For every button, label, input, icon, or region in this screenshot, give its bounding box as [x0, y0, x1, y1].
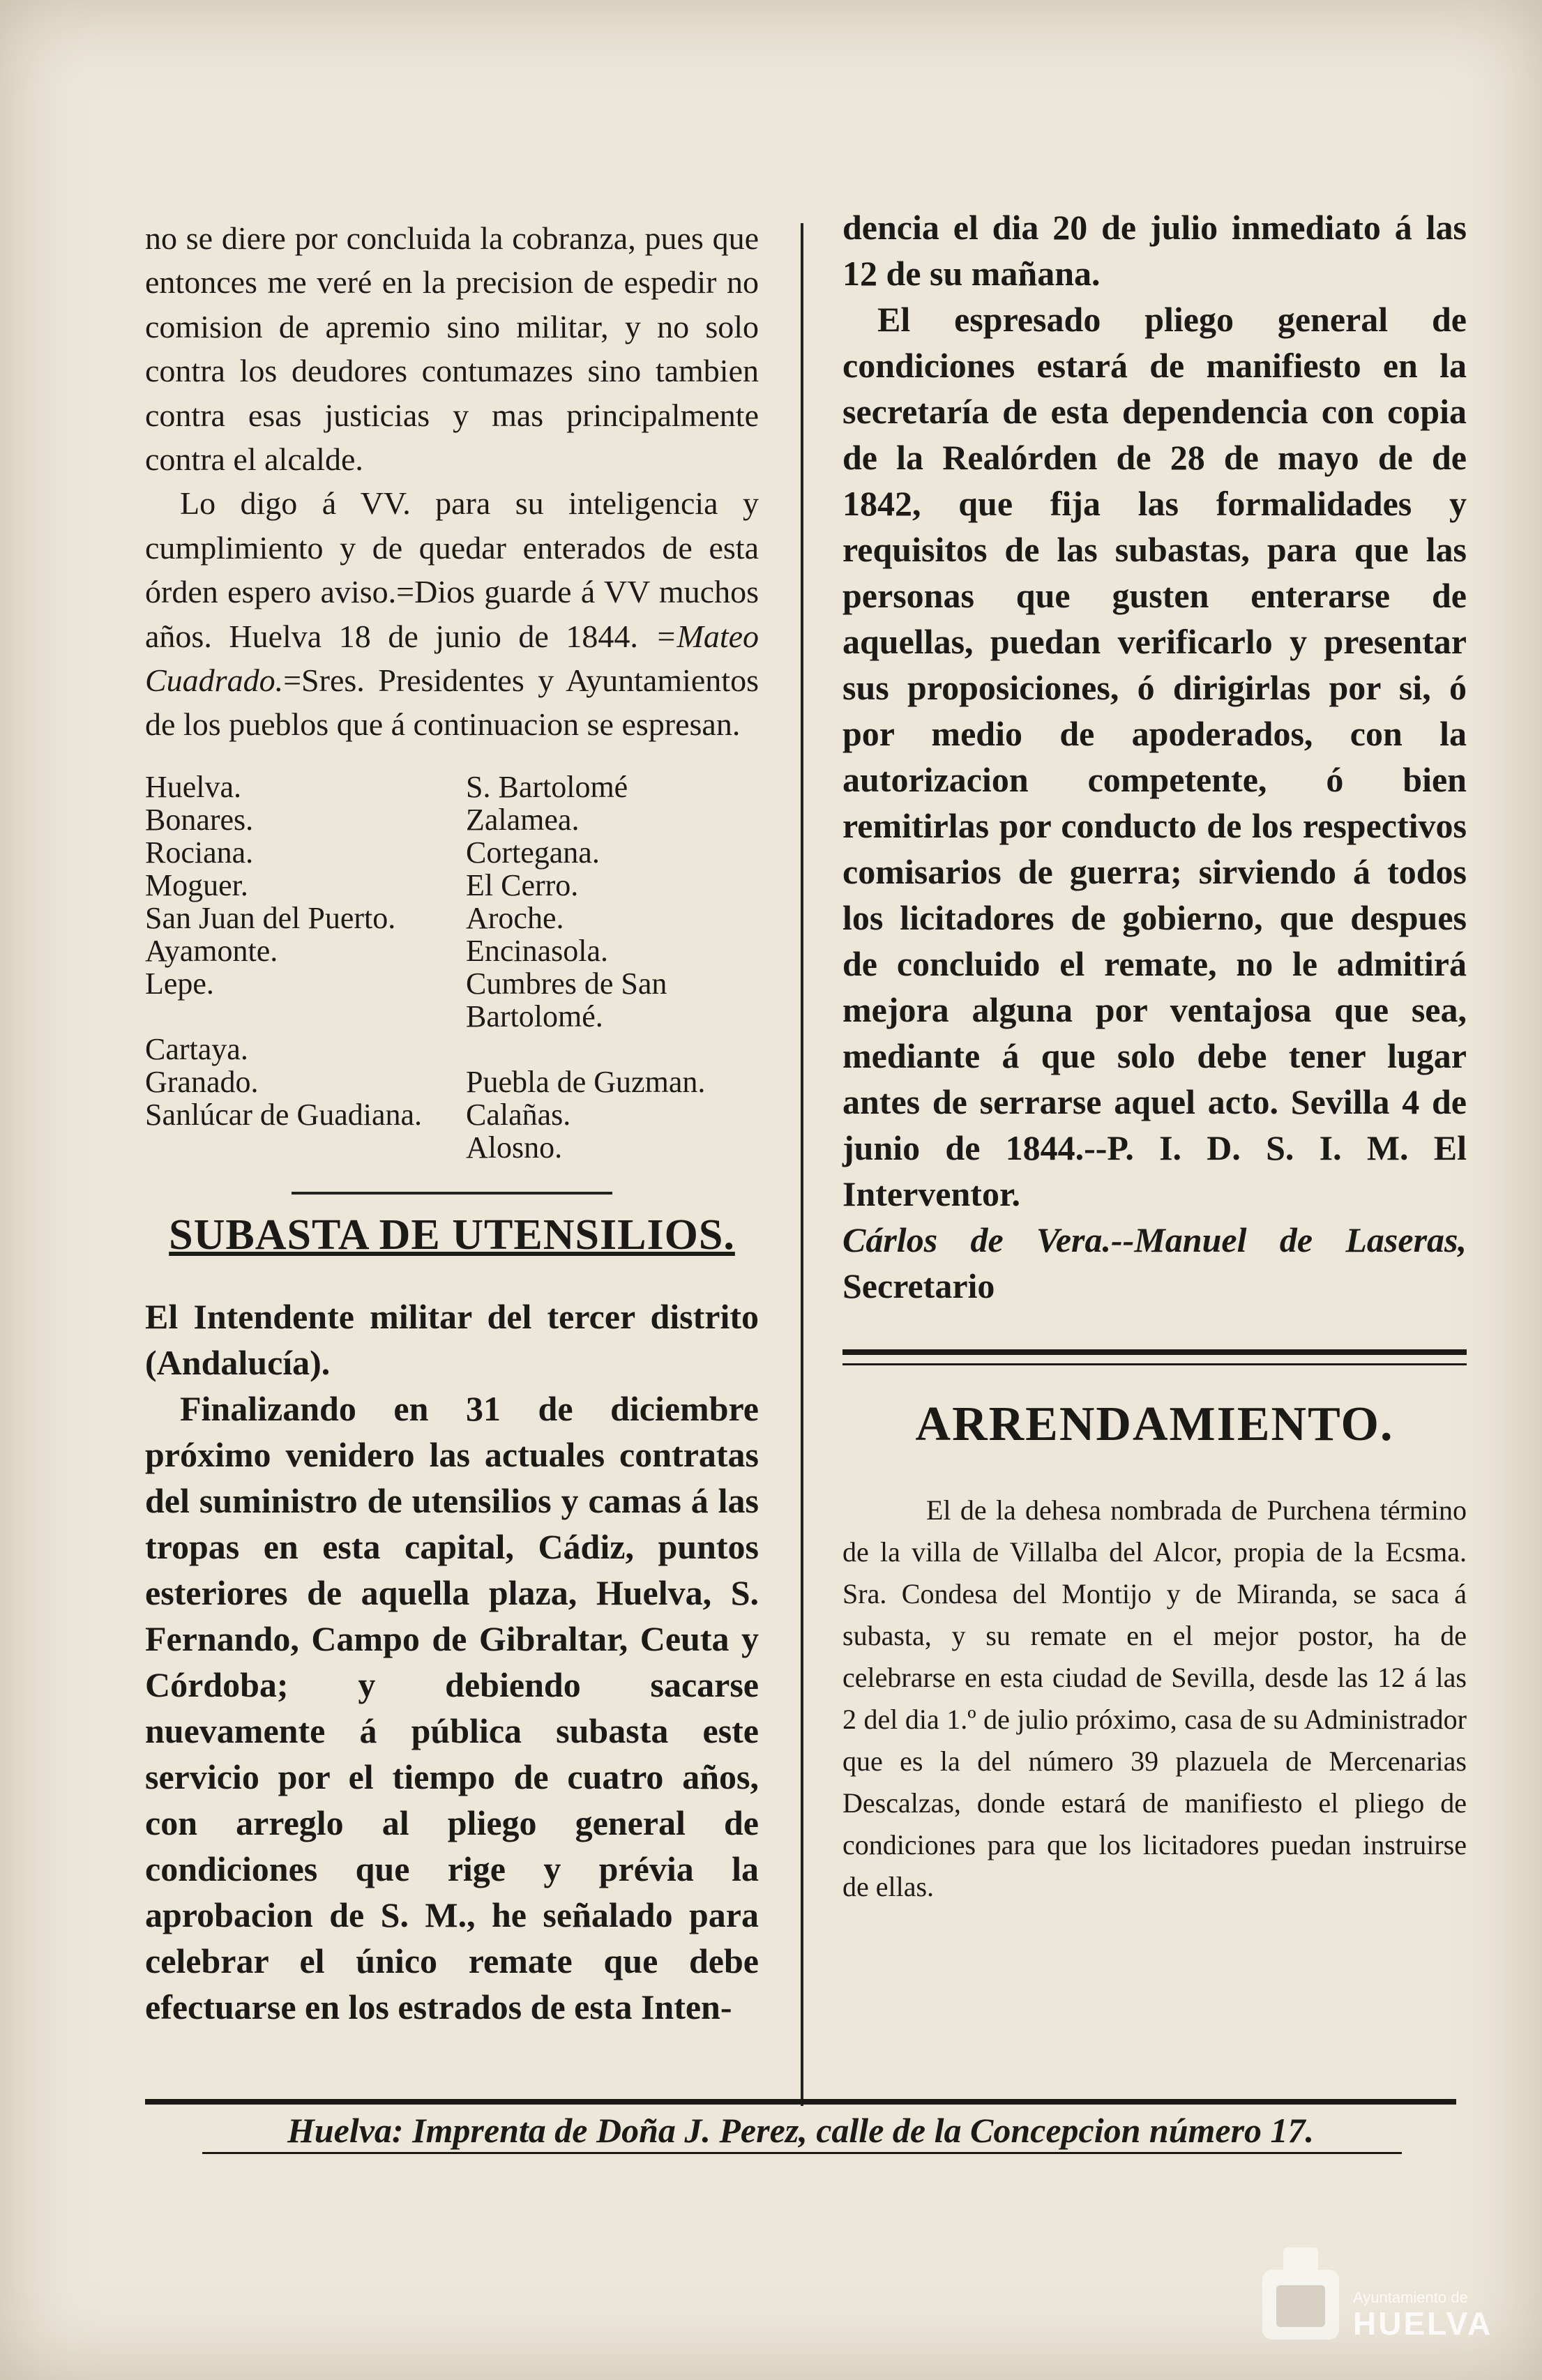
left-signature: =Mateo Cuadrado.: [145, 618, 759, 699]
town-right-8: [466, 1033, 759, 1066]
footer-rule: [145, 2099, 1456, 2105]
left-paragraph-2: [145, 481, 759, 746]
left-intro: El Intendente militar del tercer distrito (Andalucía).: [145, 1296, 759, 1382]
town-right-11: Alosno.: [466, 1130, 563, 1165]
town-left-7: Lepe.: [145, 966, 214, 1001]
right-signers: [842, 1217, 1467, 1309]
stamp-line-2: HUELVA: [1353, 2305, 1493, 2342]
town-left-11: [145, 1131, 466, 1164]
stamp-line-1: Ayuntamiento de: [1353, 2289, 1468, 2306]
section-divider: [292, 1192, 612, 1195]
town-right-9: Puebla de Guzman.: [466, 1064, 706, 1099]
column-divider: [801, 223, 803, 2106]
town-right-4: El Cerro.: [466, 867, 579, 902]
town-left-10: Sanlúcar de Guadiana.: [145, 1097, 423, 1132]
left-paragraph-2-tail: =Sres. Presidentes y Ayuntamientos de los pueblos que á continuacion se espresan.: [145, 662, 759, 743]
town-right-5: Aroche.: [466, 900, 564, 935]
right-paragraph-2: El espresado pliego general de condiciones estará de manifiesto en la secretaría de esta dependencia con copia de la Realórden de 28 de mayo de de 1842, que fija las formalidades y requisitos de las subastas, para que las personas que gusten enterarse de aquellas, puedan verificarlo y presentar sus proposiciones, ó dirigirlas por si, ó por medio de apoderados, con la autorizacion competente, ó bien remitirlas por conducto de los respectivos comisarios de guerra; sirviendo á todos los licitadores de gobierno, que despues de concluido el remate, no le admitirá mejora alguna por ventajosa que sea, mediante á que solo debe tener lugar antes de serrarse aquel acto. Sevilla 4 de junio de 1844.--P. I. D. S. I. M. El Interventor.: [842, 300, 1467, 1213]
left-paragraph-3: Finalizando en 31 de diciembre próximo venidero las actuales contratas del suministro de utensilios y camas á las tropas en esta capital, Cádiz, puntos esteriores de aquella plaza, Huelva, S. Fernando, Campo de Gibraltar, Ceuta y Córdoba; y debiendo sacarse nuevamente á pública subasta este servicio por el tiempo de cuatro años, con arreglo al pliego general de condiciones que rige y prévia la aprobacion de S. M., he señalado para celebrar el único remate que debe efectuarse en los estrados de esta Inten-: [145, 1388, 759, 2026]
stamp-text: [1353, 2289, 1492, 2340]
left-column: [145, 216, 759, 2030]
right-signer-title: Secretario: [842, 1266, 995, 1305]
right-paragraph-3: El de la dehesa nombrada de Purchena término de la villa de Villalba del Alcor, propia de la Ecsma. Sra. Condesa del Montijo y de Miranda, se saca á subasta, y su remate en el mejor postor, ha de celebrarse en esta ciudad de Sevilla, desde las 12 á las 2 del dia 1.º de julio próximo, casa de su Administrador que es la del número 39 plazuela de Mercenarias Descalzas, donde estará de manifiesto el pliego de condiciones para que los licitadores puedan instruirse de ellas.: [842, 1494, 1467, 1902]
right-signer-names: Cárlos de Vera.--Manuel de Laseras,: [842, 1220, 1467, 1259]
town-left-4: Moguer.: [145, 867, 248, 902]
town-right-10: Calañas.: [466, 1097, 571, 1132]
towns-list: [145, 771, 759, 1164]
town-left-1: Huelva.: [145, 769, 242, 804]
town-right-2: Zalamea.: [466, 802, 580, 837]
town-right-7: Cumbres de San Bartolomé.: [466, 966, 667, 1033]
town-right-6: Encinasola.: [466, 933, 609, 968]
right-column: [842, 204, 1467, 1908]
town-left-6: Ayamonte.: [145, 933, 278, 968]
imprint-footer: Huelva: Imprenta de Doña J. Perez, calle de la Concepcion número 17.: [287, 2111, 1315, 2150]
town-left-5: San Juan del Puerto.: [145, 900, 396, 935]
town-left-9: Granado.: [145, 1064, 259, 1099]
heading-arrendamiento: ARRENDAMIENTO.: [915, 1397, 1394, 1451]
town-left-8: Cartaya.: [145, 1031, 248, 1066]
left-paragraph-2-text: Lo digo á VV. para su inteligencia y cumplimiento y de quedar enterados de esta órden espero aviso.=Dios guarde á VV muchos años. Huelva 18 de junio de 1844.: [145, 485, 759, 654]
right-paragraph-1: dencia el dia 20 de julio inmediato á las 12 de su mañana.: [842, 208, 1467, 293]
section-rule-thin: [842, 1363, 1467, 1365]
town-left-2: Bonares.: [145, 802, 254, 837]
heading-subasta: SUBASTA DE UTENSILIOS.: [169, 1211, 735, 1259]
town-left-3: Rociana.: [145, 835, 254, 870]
town-right-3: Cortegana.: [466, 835, 600, 870]
footer-underline: [202, 2152, 1402, 2154]
left-paragraph-1: no se diere por concluida la cobranza, pues que entonces me veré en la precision de espedir no comision de apremio sino militar, y no solo contra los deudores contumazes sino tambien contra esas justicias y mas principalmente contra el alcalde.: [145, 220, 759, 478]
section-rule-thick: [842, 1349, 1467, 1355]
town-right-1: S. Bartolomé: [466, 769, 628, 804]
